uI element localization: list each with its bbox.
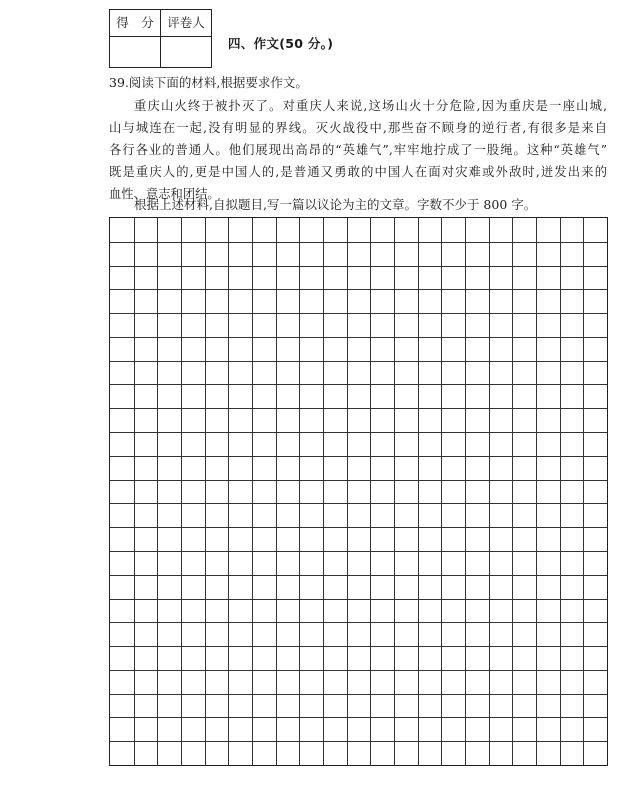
material-line: 既是重庆人的,更是中国人的,是普通又勇敢的中国人在面对灾难或外敌时,迸发出来的 <box>109 165 607 179</box>
writing-grid[interactable] <box>109 217 608 766</box>
question-prompt: 39.阅读下面的材料,根据要求作文。 <box>109 75 308 90</box>
material-line: 各行各业的普通人。他们展现出高昂的“英雄气”,牢牢地拧成了一股绳。这种“英雄气” <box>109 143 607 157</box>
score-box <box>109 9 212 68</box>
score-label: 得 分 <box>110 10 161 37</box>
grader-field[interactable] <box>161 37 212 68</box>
score-field[interactable] <box>110 37 161 68</box>
reading-material <box>109 95 607 205</box>
writing-task: 根据上述材料,自拟题目,写一篇以议论为主的文章。字数不少于 800 字。 <box>134 197 537 212</box>
material-line: 血性、意志和团结。 <box>109 187 220 201</box>
grid-lines <box>110 218 607 765</box>
section-heading: 四、作文(50 分。) <box>228 36 334 51</box>
grader-label: 评卷人 <box>161 10 212 37</box>
material-line: 山与城连在一起,没有明显的界线。灭火战役中,那些奋不顾身的逆行者,有很多是来自 <box>109 121 607 135</box>
material-line: 重庆山火终于被扑灭了。对重庆人来说,这场山火十分危险,因为重庆是一座山城, <box>134 99 607 113</box>
